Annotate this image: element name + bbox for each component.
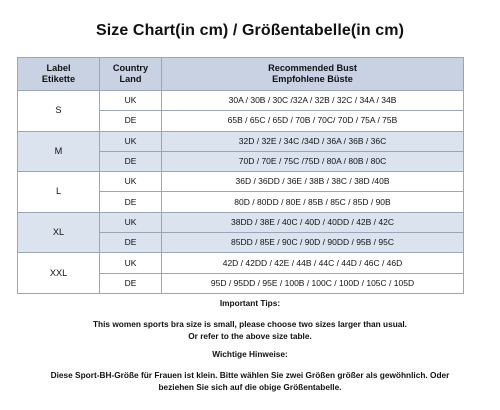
country-de: DE — [100, 273, 162, 293]
size-label: S — [18, 91, 100, 132]
country-de: DE — [100, 233, 162, 253]
table-row — [18, 212, 464, 232]
header-bust — [162, 58, 464, 91]
table-header-row — [18, 58, 464, 91]
header-label-en: Label — [46, 63, 71, 73]
de-sizes: 65B / 65C / 65D / 70B / 70C/ 70D / 75A / 75B — [162, 111, 464, 131]
de-sizes: 70D / 70E / 75C /75D / 80A / 80B / 80C — [162, 151, 464, 171]
country-uk: UK — [100, 131, 162, 151]
size-table — [17, 57, 464, 294]
size-label: L — [18, 172, 100, 213]
table-row — [18, 172, 464, 192]
country-de: DE — [100, 111, 162, 131]
tips-heading-en — [0, 297, 500, 309]
de-sizes: 85DD / 85E / 90C / 90D / 90DD / 95B / 95C — [162, 233, 464, 253]
size-label: XL — [18, 212, 100, 253]
country-de: DE — [100, 192, 162, 212]
tips-heading-de — [0, 348, 500, 360]
uk-sizes: 38DD / 38E / 40C / 40D / 40DD / 42B / 42C — [162, 212, 464, 232]
uk-sizes: 42D / 42DD / 42E / 44B / 44C / 44D / 46C / 46D — [162, 253, 464, 273]
de-sizes: 80D / 80DD / 80E / 85B / 85C / 85D / 90B — [162, 192, 464, 212]
header-country-en: Country — [112, 63, 149, 73]
table-row — [18, 131, 464, 151]
tips-heading-de-text: Wichtige Hinweise: — [212, 349, 288, 359]
tips-line2-en: Or refer to the above size table. — [188, 331, 312, 341]
tips-body-de — [0, 369, 500, 393]
uk-sizes: 32D / 32E / 34C /34D / 36A / 36B / 36C — [162, 131, 464, 151]
header-label — [18, 58, 100, 91]
country-uk: UK — [100, 253, 162, 273]
header-bust-en: Recommended Bust — [268, 63, 357, 73]
tips-line1-de: Diese Sport-BH-Größe für Frauen ist klein. Bitte wählen Sie zwei Größen größer als gewöhnlich. Oder — [50, 370, 450, 380]
country-de: DE — [100, 151, 162, 171]
tips-line2-de: beziehen Sie sich auf die obige Größentabelle. — [158, 382, 342, 392]
uk-sizes: 36D / 36DD / 36E / 38B / 38C / 38D /40B — [162, 172, 464, 192]
country-uk: UK — [100, 212, 162, 232]
table-row — [18, 91, 464, 111]
size-label: XXL — [18, 253, 100, 294]
header-bust-de: Empfohlene Büste — [272, 74, 353, 84]
tips-line1-en: This women sports bra size is small, please choose two sizes larger than usual. — [92, 319, 407, 329]
tips-body-en — [0, 318, 500, 342]
page-title: Size Chart(in cm) / Größentabelle(in cm) — [95, 22, 405, 39]
uk-sizes: 30A / 30B / 30C /32A / 32B / 32C / 34A / 34B — [162, 91, 464, 111]
country-uk: UK — [100, 91, 162, 111]
size-label: M — [18, 131, 100, 172]
header-country — [100, 58, 162, 91]
de-sizes: 95D / 95DD / 95E / 100B / 100C / 100D / 105C / 105D — [162, 273, 464, 293]
country-uk: UK — [100, 172, 162, 192]
table-row — [18, 253, 464, 273]
tips-heading-en-text: Important Tips: — [219, 298, 281, 308]
header-country-de: Land — [119, 74, 142, 84]
header-label-de: Etikette — [41, 74, 76, 84]
